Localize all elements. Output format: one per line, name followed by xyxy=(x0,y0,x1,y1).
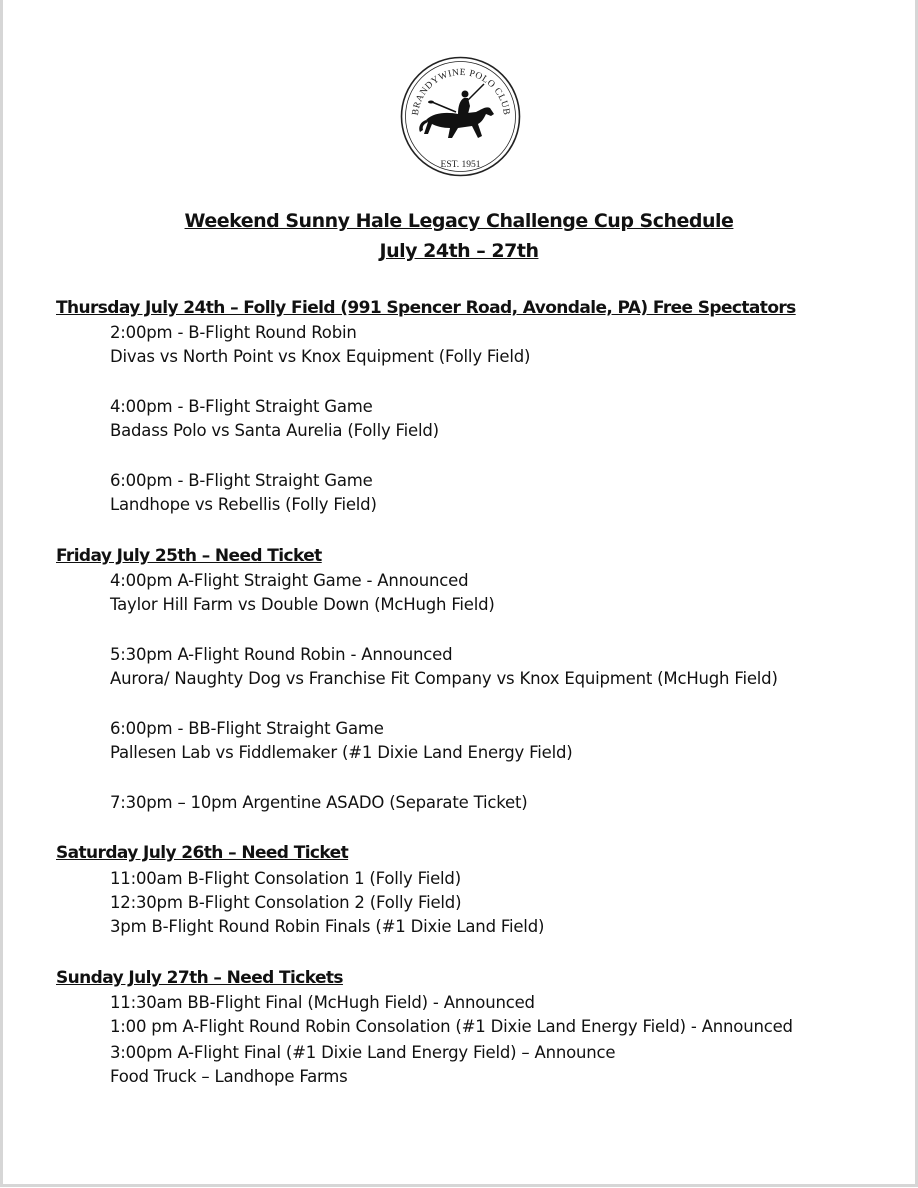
day-heading-thursday: Thursday July 24th – Folly Field (991 Spencer Road, Avondale, PA) Free Spectators xyxy=(56,298,796,318)
schedule-line: 6:00pm - B-Flight Straight Game xyxy=(110,471,373,490)
schedule-line: Divas vs North Point vs Knox Equipment (Folly Field) xyxy=(110,347,531,366)
schedule-line: 7:30pm – 10pm Argentine ASADO (Separate Ticket) xyxy=(110,793,528,812)
schedule-line: Taylor Hill Farm vs Double Down (McHugh Field) xyxy=(110,595,495,614)
page-title: Weekend Sunny Hale Legacy Challenge Cup Schedule xyxy=(184,210,734,232)
schedule-line: 1:00 pm A-Flight Round Robin Consolation (#1 Dixie Land Energy Field) - Announced xyxy=(110,1017,793,1036)
schedule-line: Food Truck – Landhope Farms xyxy=(110,1067,348,1086)
svg-text:EST. 1951: EST. 1951 xyxy=(440,160,481,170)
schedule-line: 12:30pm B-Flight Consolation 2 (Folly Field) xyxy=(110,893,462,912)
schedule-line: Badass Polo vs Santa Aurelia (Folly Field) xyxy=(110,421,439,440)
schedule-line: Aurora/ Naughty Dog vs Franchise Fit Company vs Knox Equipment (McHugh Field) xyxy=(110,669,778,688)
schedule-line: 11:30am BB-Flight Final (McHugh Field) - Announced xyxy=(110,993,535,1012)
schedule-line: 3:00pm A-Flight Final (#1 Dixie Land Energy Field) – Announce xyxy=(110,1043,616,1062)
day-heading-saturday: Saturday July 26th – Need Ticket xyxy=(56,843,349,863)
schedule-line: Landhope vs Rebellis (Folly Field) xyxy=(110,495,377,514)
schedule-line: 6:00pm - BB-Flight Straight Game xyxy=(110,719,384,738)
svg-text:BRANDYWINE POLO CLUB: BRANDYWINE POLO CLUB xyxy=(410,67,512,116)
polo-club-logo xyxy=(398,54,523,179)
day-heading-friday: Friday July 25th – Need Ticket xyxy=(56,546,322,566)
page-date-range: July 24th – 27th xyxy=(379,240,539,262)
schedule-line: 4:00pm - B-Flight Straight Game xyxy=(110,397,373,416)
schedule-line: 11:00am B-Flight Consolation 1 (Folly Field) xyxy=(110,869,461,888)
schedule-line: 5:30pm A-Flight Round Robin - Announced xyxy=(110,645,453,664)
polo-player-icon xyxy=(419,84,494,138)
schedule-line: 2:00pm - B-Flight Round Robin xyxy=(110,323,357,342)
day-heading-sunday: Sunday July 27th – Need Tickets xyxy=(56,968,343,988)
schedule-line: 4:00pm A-Flight Straight Game - Announced xyxy=(110,571,469,590)
schedule-line: 3pm B-Flight Round Robin Finals (#1 Dixie Land Field) xyxy=(110,917,545,936)
schedule-line: Pallesen Lab vs Fiddlemaker (#1 Dixie Land Energy Field) xyxy=(110,743,573,762)
